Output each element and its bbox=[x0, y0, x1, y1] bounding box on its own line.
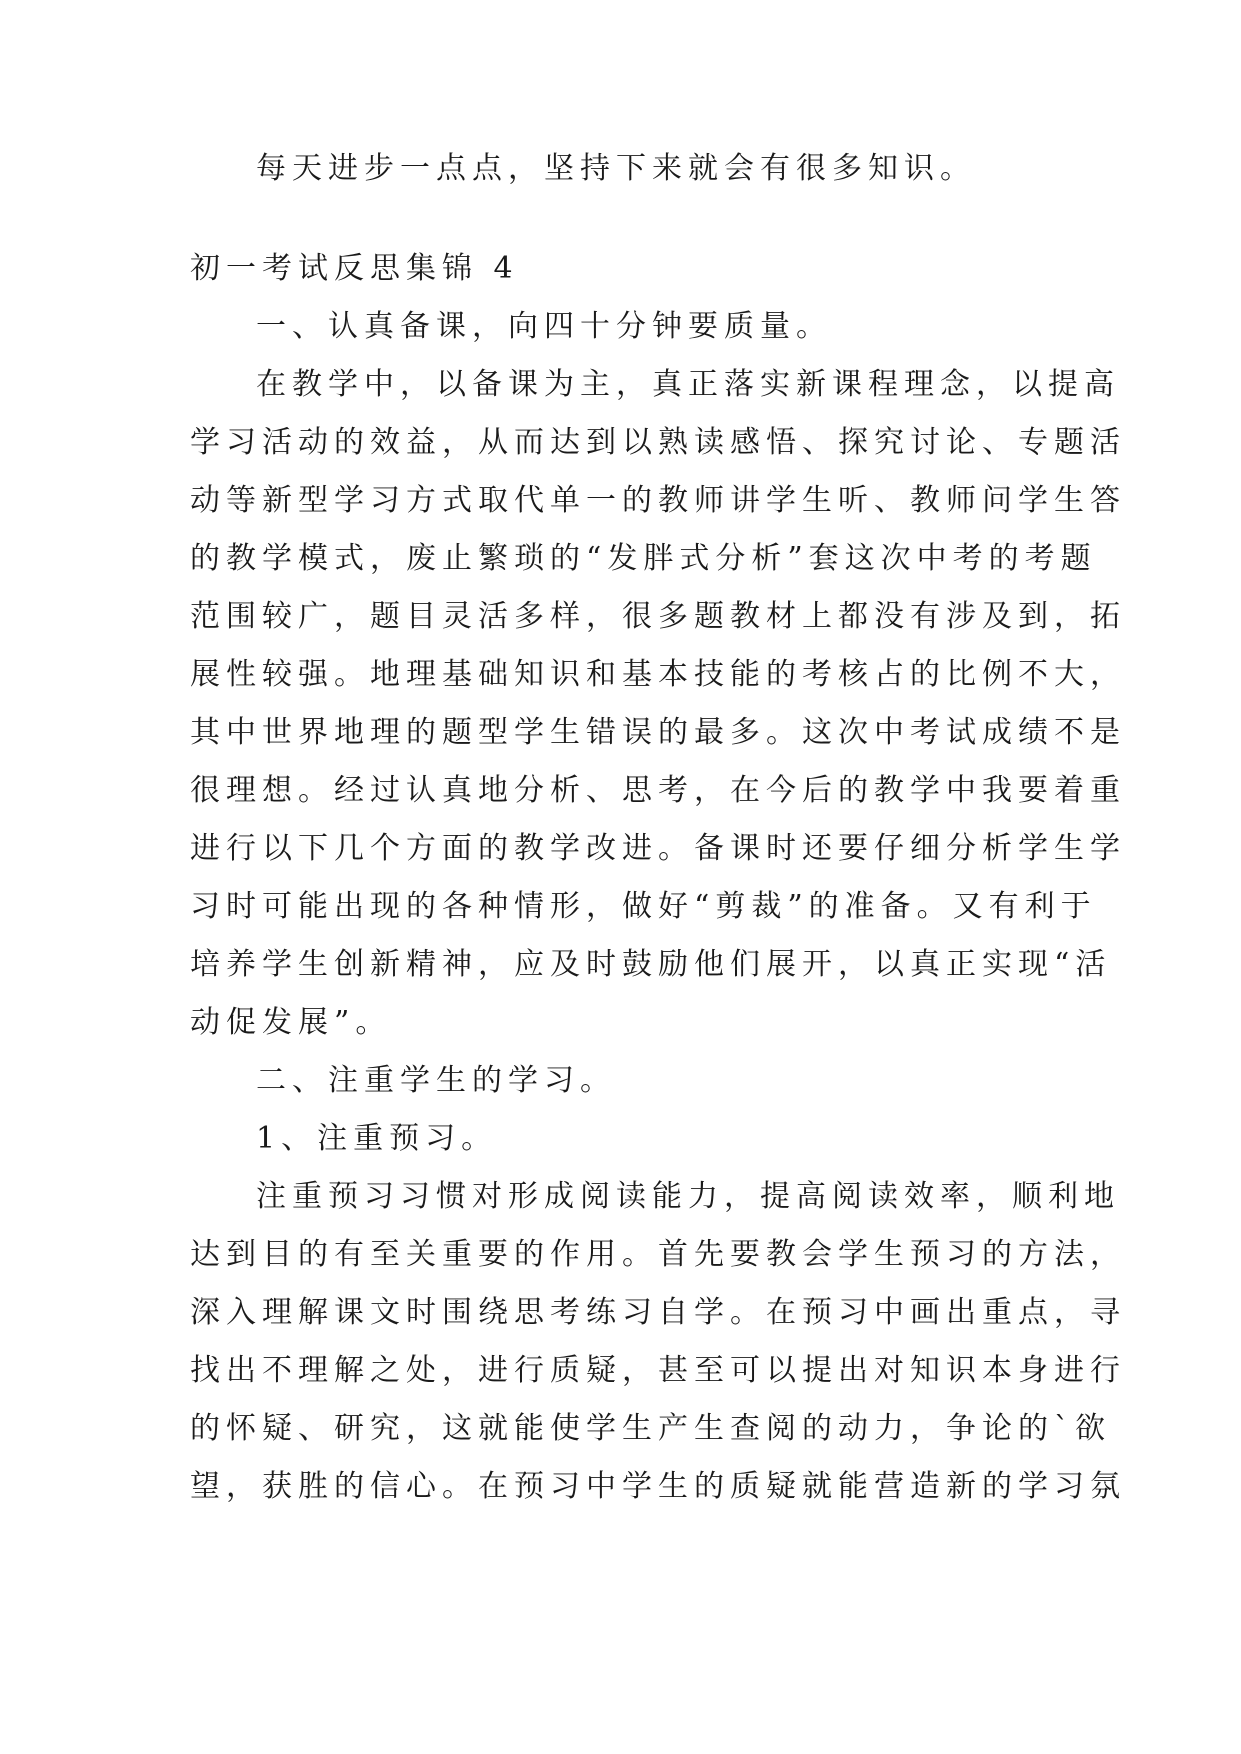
body-paragraph-2 bbox=[190, 1168, 1126, 1516]
text-line: 的教学模式，废止繁琐的“发胖式分析”套这次中考的考题 bbox=[190, 541, 1097, 576]
text-line: 动促发展”。 bbox=[190, 1005, 392, 1040]
text-line: 很理想。经过认真地分析、思考，在今后的教学中我要着重 bbox=[190, 773, 1126, 808]
text-line: 深入理解课文时围绕思考练习自学。在预习中画出重点，寻 bbox=[190, 1295, 1126, 1330]
text-line: 培养学生创新精神，应及时鼓励他们展开，以真正实现“活 bbox=[190, 947, 1112, 982]
text-line: 二、注重学生的学习。 bbox=[256, 1063, 616, 1098]
text-line: 其中世界地理的题型学生错误的最多。这次中考试成绩不是 bbox=[190, 715, 1126, 750]
text-line: 习时可能出现的各种情形，做好“剪裁”的准备。又有利于 bbox=[190, 889, 1097, 924]
text-line: 在教学中，以备课为主，真正落实新课程理念，以提高 bbox=[256, 367, 1120, 402]
text-line: 动等新型学习方式取代单一的教师讲学生听、教师问学生答 bbox=[190, 483, 1126, 518]
text-line: 学习活动的效益，从而达到以熟读感悟、探究讨论、专题活 bbox=[190, 425, 1126, 460]
text-line: 1、注重预习。 bbox=[256, 1121, 498, 1156]
body-paragraph-1 bbox=[190, 356, 1126, 1052]
text-line: 每天进步一点点，坚持下来就会有很多知识。 bbox=[256, 151, 976, 186]
text-line: 望，获胜的信心。在预习中学生的质疑就能营造新的学习氛 bbox=[190, 1469, 1126, 1504]
paragraph-heading-2 bbox=[190, 1052, 1052, 1110]
text-line: 的怀疑、研究，这就能使学生产生查阅的动力，争论的`欲 bbox=[190, 1411, 1111, 1446]
text-line: 达到目的有至关重要的作用。首先要教会学生预习的方法， bbox=[190, 1237, 1126, 1272]
text-line: 注重预习习惯对形成阅读能力，提高阅读效率，顺利地 bbox=[256, 1179, 1120, 1214]
text-line: 范围较广，题目灵活多样，很多题教材上都没有涉及到，拓 bbox=[190, 599, 1126, 634]
text-line: 找出不理解之处，进行质疑，甚至可以提出对知识本身进行 bbox=[190, 1353, 1126, 1388]
paragraph-subheading-1 bbox=[190, 1110, 1052, 1168]
text-line: 展性较强。地理基础知识和基本技能的考核占的比例不大， bbox=[190, 657, 1126, 692]
paragraph-heading-1 bbox=[190, 298, 1052, 356]
text-line: 进行以下几个方面的教学改进。备课时还要仔细分析学生学 bbox=[190, 831, 1126, 866]
text-line: 一、认真备课，向四十分钟要质量。 bbox=[256, 309, 832, 344]
intro-paragraph bbox=[190, 140, 1052, 198]
section-title: 初一考试反思集锦 4 bbox=[190, 251, 519, 286]
